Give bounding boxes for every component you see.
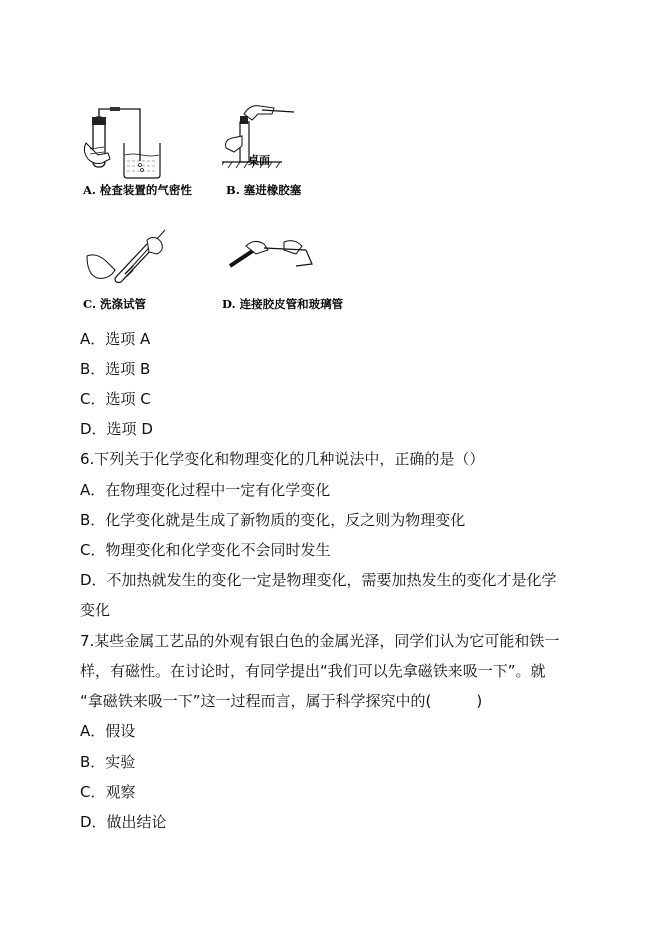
airtightness-apparatus-icon [80,105,200,180]
q7-stem-line-3: “拿磁铁来吸一下”这一过程而言，属于科学探究中的( ) [80,692,483,710]
q6-option-a: A．在物理变化过程中一定有化学变化 [80,481,331,499]
figure-d [226,236,326,276]
q5-option-a: A．选项 A [80,330,151,348]
q7-option-a: A．假设 [80,722,136,740]
figure-a-caption: A. 检查装置的气密性 [83,183,192,197]
figure-c-caption: C. 洗涤试管 [83,297,146,311]
q6-option-c: C．物理变化和化学变化不会同时发生 [80,541,331,559]
figure-b-table-label: 桌面 [248,154,270,167]
q7-stem-line-2: 样，有磁性。在讨论时，有同学提出“我们可以先拿磁铁来吸一下”。就 [80,662,546,680]
q6-option-d: D．不加热就发生的变化一定是物理变化，需要加热发生的变化才是化学 [80,571,557,589]
q7-option-b: B．实验 [80,753,136,771]
q5-option-b: B．选项 B [80,360,151,378]
connect-tubes-icon [226,236,326,276]
washing-tube-icon [85,226,170,288]
q7-stem-line-1: 7.某些金属工艺品的外观有银白色的金属光泽，同学们认为它可能和铁一 [80,632,560,650]
q7-option-c: C．观察 [80,783,136,801]
q5-option-d: D．选项 D [80,420,153,438]
figure-c [85,226,170,288]
q6-option-b: B．化学变化就是生成了新物质的变化，反之则为物理变化 [80,511,466,529]
q6-stem: 6.下列关于化学变化和物理变化的几种说法中，正确的是（） [80,450,485,468]
figure-a [80,105,200,180]
figure-d-caption: D. 连接胶皮管和玻璃管 [222,297,344,311]
q6-option-d-cont: 变化 [80,601,111,619]
q5-option-c: C．选项 C [80,390,151,408]
q7-option-d: D．做出结论 [80,813,167,831]
figure-b-caption: B. 塞进橡胶塞 [226,183,302,197]
